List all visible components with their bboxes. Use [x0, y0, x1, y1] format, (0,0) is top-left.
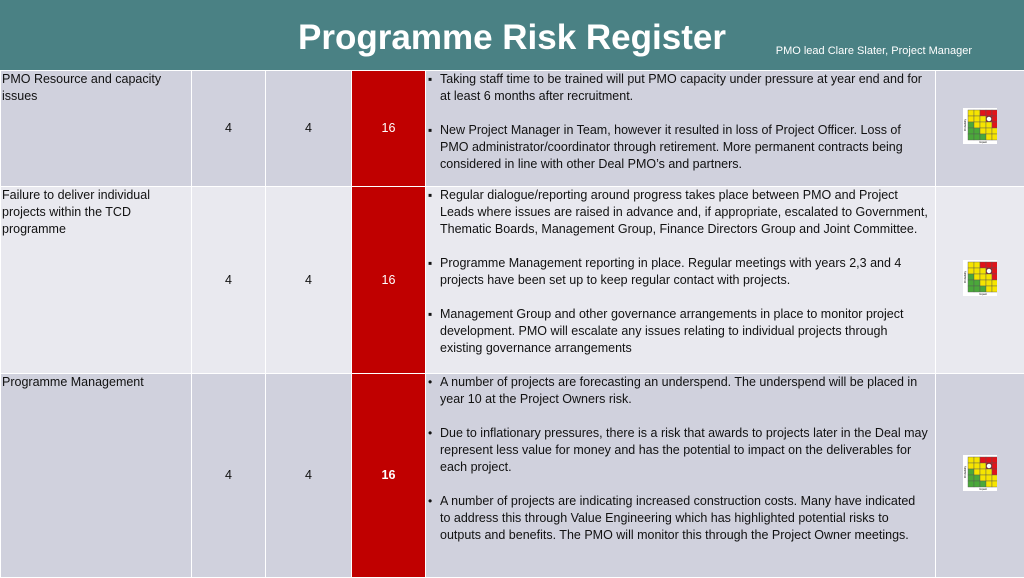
- risk-matrix-icon: [963, 455, 997, 491]
- matrix-cell: [992, 274, 997, 280]
- risk-score: 16: [352, 71, 426, 187]
- matrix-cell: [968, 475, 974, 481]
- matrix-cell: [980, 481, 986, 487]
- matrix-cell: [992, 116, 997, 122]
- matrix-cell: [992, 262, 997, 268]
- risk-matrix-graphic: [963, 108, 997, 144]
- matrix-cell: [974, 134, 980, 140]
- risk-row: [1, 71, 1024, 187]
- page-title: Programme Risk Register: [0, 16, 1024, 60]
- matrix-cell: [974, 122, 980, 128]
- risk-name: Failure to deliver individual projects within the TCD programme: [1, 187, 192, 374]
- pmo-lead-label: PMO lead Clare Slater, Project Manager: [776, 45, 972, 57]
- matrix-cell: [980, 128, 986, 134]
- impact-value: 4: [266, 374, 352, 578]
- matrix-cell: [992, 128, 997, 134]
- mitigation-item: • A number of projects are indicating increased construction costs. Many have indicated to address this through Value Engineering which has highlighted potential risks to outputs and benefits. The PMO will monitor this through the Project Owner meetings.: [440, 493, 929, 544]
- matrix-cell: [980, 475, 986, 481]
- matrix-cell: [992, 110, 997, 116]
- matrix-cell: [986, 286, 992, 292]
- risk-matrix-graphic: [963, 260, 997, 296]
- matrix-cell: [968, 134, 974, 140]
- matrix-cell: [980, 280, 986, 286]
- impact-value: 4: [266, 187, 352, 374]
- matrix-cell: [968, 262, 974, 268]
- likelihood-value: 4: [192, 374, 266, 578]
- mitigation-cell: [426, 374, 936, 578]
- likelihood-value: 4: [192, 187, 266, 374]
- matrix-cell: [980, 262, 986, 268]
- matrix-x-label: Impact: [979, 487, 987, 491]
- matrix-cell: [968, 110, 974, 116]
- risk-matrix-cell: [936, 374, 1024, 578]
- matrix-cell: [992, 122, 997, 128]
- matrix-cell: [968, 128, 974, 134]
- impact-value: 4: [266, 71, 352, 187]
- matrix-cell: [986, 481, 992, 487]
- matrix-cell: [974, 262, 980, 268]
- matrix-cell: [980, 268, 986, 274]
- risk-row: [1, 187, 1024, 374]
- matrix-marker: [986, 268, 991, 273]
- matrix-cell: [986, 110, 992, 116]
- matrix-cell: [974, 481, 980, 487]
- matrix-cell: [968, 116, 974, 122]
- matrix-y-label: Probability: [963, 118, 967, 131]
- matrix-cell: [992, 280, 997, 286]
- header-banner: [0, 0, 1024, 70]
- mitigation-cell: [426, 71, 936, 187]
- matrix-cell: [980, 134, 986, 140]
- matrix-cell: [974, 128, 980, 134]
- matrix-cell: [980, 463, 986, 469]
- matrix-cell: [992, 268, 997, 274]
- matrix-cell: [974, 463, 980, 469]
- matrix-cell: [968, 274, 974, 280]
- matrix-cell: [986, 469, 992, 475]
- likelihood-value: 4: [192, 71, 266, 187]
- risk-register-table: [0, 70, 1024, 578]
- matrix-x-label: Impact: [979, 292, 987, 296]
- mitigation-item: ▪ Management Group and other governance arrangements in place to monitor project development. PMO will escalate any issues relating to individual projects through existing governance arrangements: [440, 306, 929, 357]
- matrix-cell: [968, 457, 974, 463]
- matrix-cell: [974, 280, 980, 286]
- matrix-cell: [992, 469, 997, 475]
- matrix-marker: [986, 116, 991, 121]
- risk-name: Programme Management: [1, 374, 192, 578]
- matrix-cell: [992, 134, 997, 140]
- matrix-cell: [980, 457, 986, 463]
- matrix-cell: [986, 128, 992, 134]
- risk-matrix-icon: [963, 108, 997, 144]
- risk-matrix-icon: [963, 260, 997, 296]
- matrix-cell: [992, 481, 997, 487]
- matrix-cell: [986, 475, 992, 481]
- matrix-cell: [986, 122, 992, 128]
- matrix-cell: [974, 268, 980, 274]
- risk-matrix-cell: [936, 71, 1024, 187]
- matrix-cell: [974, 274, 980, 280]
- matrix-cell: [980, 274, 986, 280]
- mitigation-list: [426, 71, 929, 173]
- matrix-cell: [986, 280, 992, 286]
- matrix-cell: [974, 457, 980, 463]
- matrix-cell: [992, 475, 997, 481]
- risk-matrix-graphic: [963, 455, 997, 491]
- matrix-cell: [986, 134, 992, 140]
- matrix-cell: [992, 457, 997, 463]
- matrix-cell: [986, 274, 992, 280]
- matrix-cell: [968, 122, 974, 128]
- matrix-cell: [980, 469, 986, 475]
- matrix-cell: [980, 116, 986, 122]
- matrix-cell: [968, 280, 974, 286]
- risk-name: PMO Resource and capacity issues: [1, 71, 192, 187]
- matrix-cell: [968, 469, 974, 475]
- matrix-cell: [980, 286, 986, 292]
- risk-matrix-cell: [936, 187, 1024, 374]
- matrix-cell: [992, 463, 997, 469]
- matrix-y-label: Probability: [963, 465, 967, 478]
- matrix-cell: [986, 457, 992, 463]
- mitigation-item: • Due to inflationary pressures, there is a risk that awards to projects later in the Deal may represent less value for money and has the potential to impact on the deliverables for each project.: [440, 425, 929, 476]
- matrix-cell: [968, 463, 974, 469]
- mitigation-list: [426, 374, 929, 544]
- mitigation-item: ▪ Taking staff time to be trained will put PMO capacity under pressure at year end and for at least 6 months after recruitment.: [440, 71, 929, 105]
- matrix-y-label: Probability: [963, 270, 967, 283]
- matrix-cell: [980, 110, 986, 116]
- mitigation-item: • A number of projects are forecasting an underspend. The underspend will be placed in year 10 at the Project Owners risk.: [440, 374, 929, 408]
- matrix-cell: [992, 286, 997, 292]
- matrix-cell: [968, 286, 974, 292]
- risk-score: 16: [352, 187, 426, 374]
- matrix-cell: [974, 116, 980, 122]
- matrix-cell: [968, 481, 974, 487]
- mitigation-item: ▪ Regular dialogue/reporting around progress takes place between PMO and Project Leads where issues are raised in advance and, if appropriate, escalated to Government, Thematic Boards, Management Group, Finance Directors Group and Joint Committee.: [440, 187, 929, 238]
- matrix-cell: [986, 262, 992, 268]
- matrix-x-label: Impact: [979, 140, 987, 144]
- mitigation-item: ▪ Programme Management reporting in place. Regular meetings with years 2,3 and 4 projects have been set up to keep regular contact with projects.: [440, 255, 929, 289]
- risk-row: [1, 374, 1024, 578]
- matrix-cell: [974, 475, 980, 481]
- matrix-cell: [974, 469, 980, 475]
- matrix-cell: [974, 110, 980, 116]
- risk-score: 16: [352, 374, 426, 578]
- matrix-cell: [980, 122, 986, 128]
- matrix-cell: [974, 286, 980, 292]
- mitigation-item: ▪ New Project Manager in Team, however it resulted in loss of Project Officer. Loss of PMO administrator/coordinator through retirement. More permanent contracts being considered in line with other Deal PMO’s and partners.: [440, 122, 929, 173]
- matrix-marker: [986, 463, 991, 468]
- mitigation-cell: [426, 187, 936, 374]
- mitigation-list: [426, 187, 929, 357]
- matrix-cell: [968, 268, 974, 274]
